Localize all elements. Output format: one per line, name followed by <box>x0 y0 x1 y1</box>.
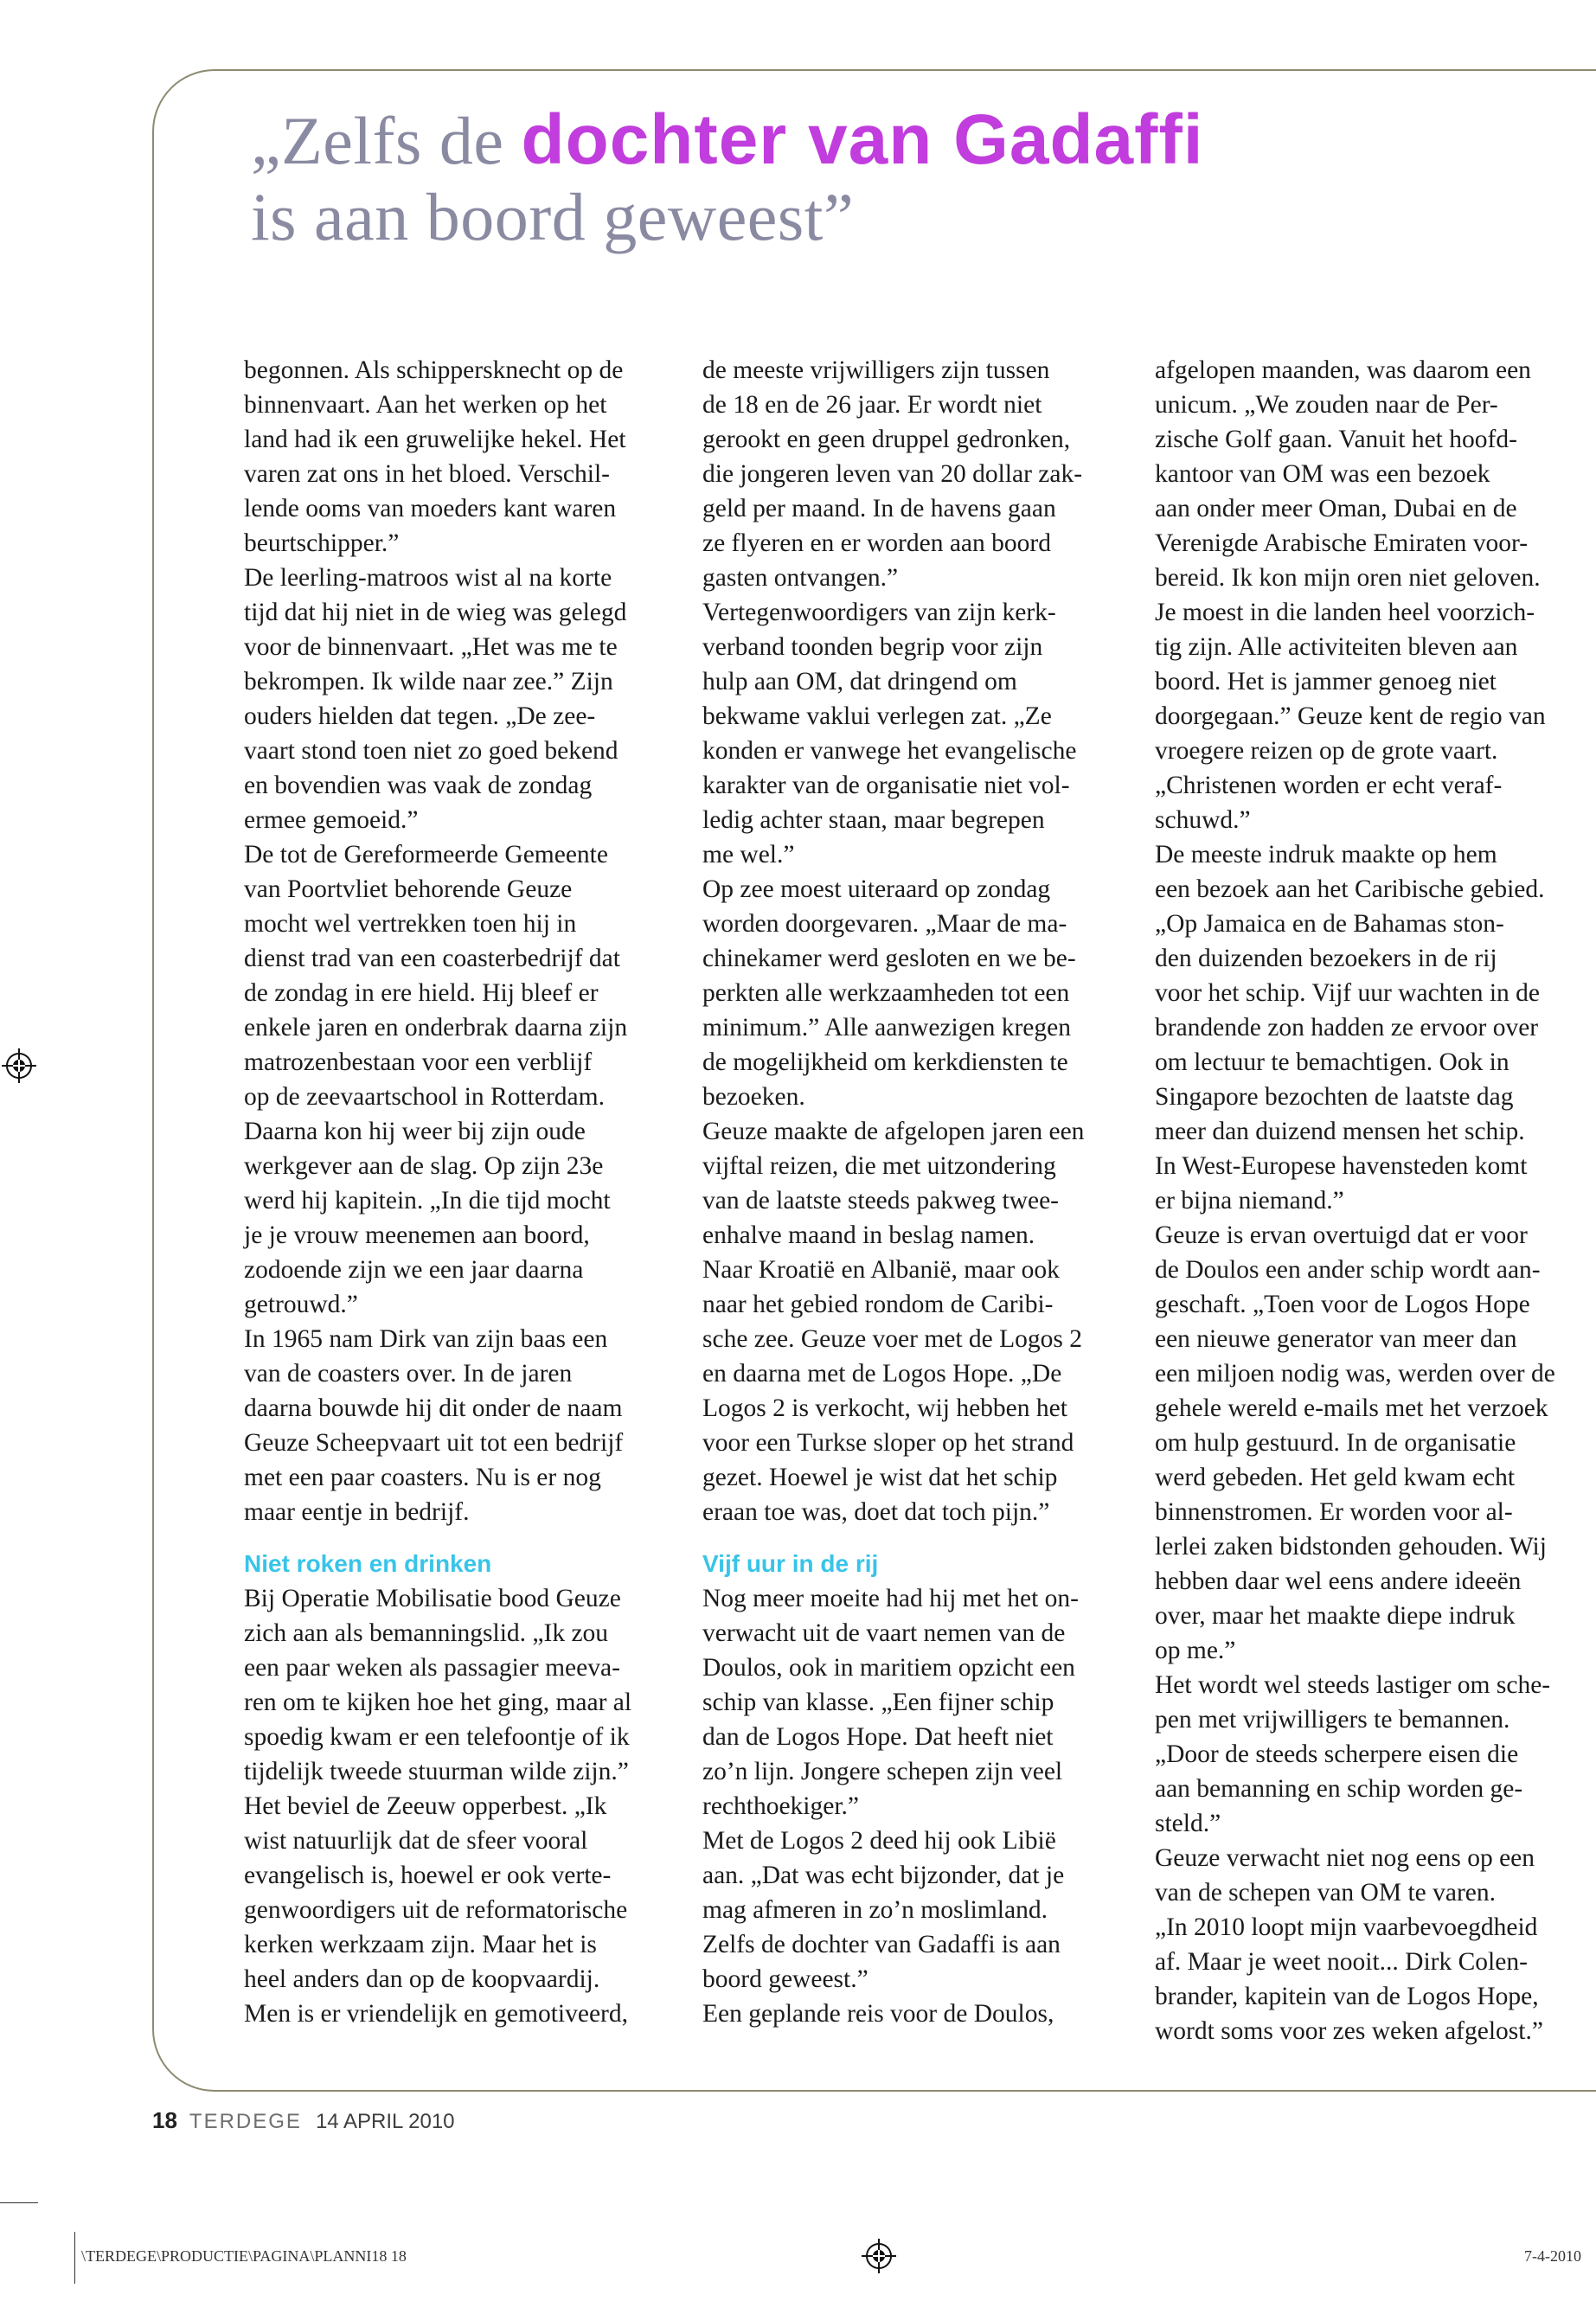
body-text-line: enhalve maand in beslag namen. <box>702 1221 1035 1249</box>
body-text-line: chinekamer werd gesloten en we be- <box>702 945 1076 972</box>
body-text-line: ledig achter staan, maar begrepen <box>702 806 1045 834</box>
body-text-line: genwoordigers uit de reformatorische <box>244 1896 628 1924</box>
body-text-line: een paar weken als passagier meeva- <box>244 1654 620 1682</box>
body-text-line: maar eentje in bedrijf. <box>244 1498 470 1526</box>
body-text-line: Met de Logos 2 deed hij ook Libië <box>702 1827 1056 1855</box>
page-footer <box>152 2107 455 2134</box>
article-column-2 <box>702 353 1135 2031</box>
body-text-line: werd gebeden. Het geld kwam echt <box>1155 1464 1516 1491</box>
body-text-line: Het beviel de Zeeuw opperbest. „Ik <box>244 1792 607 1820</box>
body-text-line: gasten ontvangen.” <box>702 564 899 592</box>
page-number: 18 <box>152 2107 177 2133</box>
headline <box>251 102 1548 255</box>
body-text-line: „Christenen worden er echt veraf- <box>1155 772 1503 799</box>
body-text-line: matrozenbestaan voor een verblijf <box>244 1048 593 1076</box>
body-text-line: dienst trad van een coasterbedrijf dat <box>244 945 620 972</box>
body-text-line: Zelfs de dochter van Gadaffi is aan <box>702 1931 1061 1958</box>
section-heading: Niet roken en drinken <box>244 1550 492 1577</box>
body-text-line: geschaft. „Toen voor de Logos Hope <box>1155 1291 1530 1318</box>
body-text-line: Een geplande reis voor de Doulos, <box>702 2000 1054 2028</box>
body-text-line: en daarna met de Logos Hope. „De <box>702 1360 1062 1388</box>
body-text-line: aan bemanning en schip worden ge- <box>1155 1775 1523 1803</box>
body-text-line: de meeste vrijwilligers zijn tussen <box>702 356 1050 384</box>
body-text-line: schuwd.” <box>1155 806 1251 834</box>
body-text-line: zodoende zijn we een jaar daarna <box>244 1256 584 1284</box>
body-text-line: doorgegaan.” Geuze kent de regio van <box>1155 702 1546 730</box>
body-text-line: Daarna kon hij weer bij zijn oude <box>244 1118 586 1145</box>
body-text-line: afgelopen maanden, was daarom een <box>1155 356 1531 384</box>
body-text-line: gerookt en geen druppel gedronken, <box>702 426 1071 453</box>
body-text-line: Men is er vriendelijk en gemotiveerd, <box>244 2000 628 2028</box>
body-text-line: de 18 en de 26 jaar. Er wordt niet <box>702 391 1042 419</box>
body-text-line: van de coasters over. In de jaren <box>244 1360 573 1388</box>
body-text-line: bezoeken. <box>702 1083 805 1111</box>
body-text-line: je je vrouw meenemen aan boord, <box>244 1221 590 1249</box>
body-text-line: Naar Kroatië en Albanië, maar ook <box>702 1256 1060 1284</box>
body-text-line: binnenstromen. Er worden voor al- <box>1155 1498 1513 1526</box>
crop-mark <box>0 2202 38 2203</box>
headline-emphasis: dochter van Gadaffi <box>521 100 1204 179</box>
body-text-line: beurtschipper.” <box>244 529 400 557</box>
body-text-line: zich aan als bemanningslid. „Ik zou <box>244 1619 609 1647</box>
section-spacer <box>702 1529 1135 1547</box>
body-text-line: Verenigde Arabische Emiraten voor- <box>1155 529 1529 557</box>
body-text-line: Logos 2 is verkocht, wij hebben het <box>702 1394 1067 1422</box>
headline-line-1 <box>251 102 1548 179</box>
body-text-line: sche zee. Geuze voer met de Logos 2 <box>702 1325 1083 1353</box>
body-text-line: bekwame vaklui verlegen zat. „Ze <box>702 702 1052 730</box>
body-text-line: begonnen. Als schippersknecht op de <box>244 356 624 384</box>
body-text-line: kerken werkzaam zijn. Maar het is <box>244 1931 597 1958</box>
registration-mark-icon <box>2 1048 36 1083</box>
body-text-line: konden er vanwege het evangelische <box>702 737 1077 765</box>
slug-date: 7-4-2010 <box>1524 2247 1581 2265</box>
body-text-line: De leerling-matroos wist al na korte <box>244 564 612 592</box>
body-text-line: eraan toe was, doet dat toch pijn.” <box>702 1498 1050 1526</box>
body-text-line: binnenvaart. Aan het werken op het <box>244 391 607 419</box>
crop-mark <box>74 2232 75 2284</box>
article-column-1 <box>244 353 685 2031</box>
body-text-line: de mogelijkheid om kerkdiensten te <box>702 1048 1068 1076</box>
magazine-name: TERDEGE <box>189 2110 302 2133</box>
body-text-line: wist natuurlijk dat de sfeer vooral <box>244 1827 588 1855</box>
body-text-line: land had ik een gruwelijke hekel. Het <box>244 426 626 453</box>
body-text-line: met een paar coasters. Nu is er nog <box>244 1464 601 1491</box>
body-text-line: Vertegenwoordigers van zijn kerk- <box>702 599 1056 626</box>
body-text-line: unicum. „We zouden naar de Per- <box>1155 391 1498 419</box>
body-text-line: ze flyeren en er worden aan boord <box>702 529 1051 557</box>
body-text-line: om hulp gestuurd. In de organisatie <box>1155 1429 1516 1457</box>
body-text-line: af. Maar je weet nooit... Dirk Colen- <box>1155 1948 1528 1976</box>
body-text-line: bekrompen. Ik wilde naar zee.” Zijn <box>244 668 613 695</box>
body-text-line: van de schepen van OM te varen. <box>1155 1879 1497 1907</box>
body-text-line: vroegere reizen op de grote vaart. <box>1155 737 1498 765</box>
body-text-line: vaart stond toen niet zo goed bekend <box>244 737 619 765</box>
body-text-line: een bezoek aan het Caribische gebied. <box>1155 875 1545 903</box>
body-text-line: Op zee moest uiteraard op zondag <box>702 875 1051 903</box>
body-text-line: hebben daar wel eens andere ideeën <box>1155 1567 1522 1595</box>
body-text-line: De meeste indruk maakte op hem <box>1155 841 1497 868</box>
body-text-line: karakter van de organisatie niet vol- <box>702 772 1070 799</box>
body-text-line: evangelisch is, hoewel er ook verte- <box>244 1862 612 1889</box>
body-text-line: schip van klasse. „Een fijner schip <box>702 1689 1054 1716</box>
body-text-line: dan de Logos Hope. Dat heeft niet <box>702 1723 1054 1751</box>
section-spacer <box>244 1529 685 1547</box>
body-text-line: ermee gemoeid.” <box>244 806 419 834</box>
body-text-line: een miljoen nodig was, werden over de <box>1155 1360 1555 1388</box>
body-text-line: ren om te kijken hoe het ging, maar al <box>244 1689 632 1716</box>
body-text-line: op de zeevaartschool in Rotterdam. <box>244 1083 605 1111</box>
body-text-line: gehele wereld e-mails met het verzoek <box>1155 1394 1548 1422</box>
body-text-line: Nog meer moeite had hij met het on- <box>702 1585 1079 1612</box>
body-text-line: lerlei zaken bidstonden gehouden. Wij <box>1155 1533 1547 1561</box>
body-text-line: van Poortvliet behorende Geuze <box>244 875 573 903</box>
body-text-line: „In 2010 loopt mijn vaarbevoegdheid <box>1155 1913 1538 1941</box>
body-text-line: wordt soms voor zes weken afgelost.” <box>1155 2017 1543 2045</box>
body-text-line: werkgever aan de slag. Op zijn 23e <box>244 1152 604 1180</box>
issue-date: 14 APRIL 2010 <box>315 2110 455 2133</box>
body-text-line: geld per maand. In de havens gaan <box>702 495 1056 522</box>
body-text-line: rechthoekiger.” <box>702 1792 860 1820</box>
body-text-line: verband toonden begrip voor zijn <box>702 633 1043 661</box>
headline-line-2: is aan boord geweest” <box>251 179 855 254</box>
body-text-line: Het wordt wel steeds lastiger om sche- <box>1155 1671 1551 1699</box>
body-text-line: mocht wel vertrekken toen hij in <box>244 910 577 938</box>
body-text-line: ouders hielden dat tegen. „De zee- <box>244 702 596 730</box>
body-text-line: voor het schip. Vijf uur wachten in de <box>1155 979 1540 1007</box>
body-text-line: vijftal reizen, die met uitzondering <box>702 1152 1056 1180</box>
body-text-line: me wel.” <box>702 841 795 868</box>
body-text-line: pen met vrijwilligers te bemannen. <box>1155 1706 1510 1734</box>
body-text-line: Je moest in die landen heel voorzich- <box>1155 599 1535 626</box>
body-text-line: verwacht uit de vaart nemen van de <box>702 1619 1066 1647</box>
body-text-line: In 1965 nam Dirk van zijn baas een <box>244 1325 608 1353</box>
body-text-line: er bijna niemand.” <box>1155 1187 1344 1215</box>
body-text-line: steld.” <box>1155 1810 1221 1837</box>
body-text-line: Geuze is ervan overtuigd dat er voor <box>1155 1221 1528 1249</box>
body-text-line: spoedig kwam er een telefoontje of ik <box>244 1723 630 1751</box>
body-text-line: Singapore bezochten de laatste dag <box>1155 1083 1514 1111</box>
body-text-line: Bij Operatie Mobilisatie bood Geuze <box>244 1585 621 1612</box>
body-text-line: die jongeren leven van 20 dollar zak- <box>702 460 1083 488</box>
body-text-line: „Door de steeds scherpere eisen die <box>1155 1740 1519 1768</box>
section-heading: Vijf uur in de rij <box>702 1550 879 1577</box>
body-text-line: bereid. Ik kon mijn oren niet geloven. <box>1155 564 1541 592</box>
body-text-line: Geuze verwacht niet nog eens op een <box>1155 1844 1535 1872</box>
body-text-line: aan. „Dat was echt bijzonder, dat je <box>702 1862 1065 1889</box>
body-text-line: enkele jaren en onderbrak daarna zijn <box>244 1014 628 1042</box>
body-text-line: om lectuur te bemachtigen. Ook in <box>1155 1048 1509 1076</box>
registration-mark-icon <box>862 2239 896 2273</box>
body-text-line: tig zijn. Alle activiteiten bleven aan <box>1155 633 1518 661</box>
body-text-line: mag afmeren in zo’n moslimland. <box>702 1896 1048 1924</box>
body-text-line: getrouwd.” <box>244 1291 358 1318</box>
body-text-line: de Doulos een ander schip wordt aan- <box>1155 1256 1541 1284</box>
body-text-line: brandende zon hadden ze ervoor over <box>1155 1014 1539 1042</box>
body-text-line: perkten alle werkzaamheden tot een <box>702 979 1070 1007</box>
body-text-line: lende ooms van moeders kant waren <box>244 495 617 522</box>
slug-path: \TERDEGE\PRODUCTIE\PAGINA\PLANNI18 18 <box>81 2247 407 2265</box>
body-text-line: heel anders dan op de koopvaardij. <box>244 1965 600 1993</box>
body-text-line: In West-Europese havensteden komt <box>1155 1152 1528 1180</box>
body-text-line: meer dan duizend mensen het schip. <box>1155 1118 1525 1145</box>
body-text-line: Geuze Scheepvaart uit tot een bedrijf <box>244 1429 624 1457</box>
body-text-line: „Op Jamaica en de Bahamas ston- <box>1155 910 1504 938</box>
body-text-line: op me.” <box>1155 1637 1236 1664</box>
body-text-line: een nieuwe generator van meer dan <box>1155 1325 1517 1353</box>
body-text-line: minimum.” Alle aanwezigen kregen <box>702 1014 1071 1042</box>
body-text-line: tijd dat hij niet in de wieg was gelegd <box>244 599 627 626</box>
body-text-line: boord. Het is jammer genoeg niet <box>1155 668 1497 695</box>
body-text-line: over, maar het maakte diepe indruk <box>1155 1602 1516 1630</box>
body-text-line: werd hij kapitein. „In die tijd mocht <box>244 1187 611 1215</box>
body-text-line: varen zat ons in het bloed. Verschil- <box>244 460 610 488</box>
body-text-line: en bovendien was vaak de zondag <box>244 772 593 799</box>
body-text-line: tijdelijk tweede stuurman wilde zijn.” <box>244 1758 629 1785</box>
body-text-line: De tot de Gereformeerde Gemeente <box>244 841 608 868</box>
body-text-line: gezet. Hoewel je wist dat het schip <box>702 1464 1058 1491</box>
body-text-line: brander, kapitein van de Logos Hope, <box>1155 1983 1539 2010</box>
body-text-line: zo’n lijn. Jongere schepen zijn veel <box>702 1758 1063 1785</box>
body-text-line: kantoor van OM was een bezoek <box>1155 460 1490 488</box>
body-text-line: hulp aan OM, dat dringend om <box>702 668 1017 695</box>
body-text-line: den duizenden bezoekers in de rij <box>1155 945 1497 972</box>
body-text-line: worden doorgevaren. „Maar de ma- <box>702 910 1067 938</box>
body-text-line: de zondag in ere hield. Hij bleef er <box>244 979 599 1007</box>
headline-lead: „Zelfs de <box>251 103 522 178</box>
body-text-line: aan onder meer Oman, Dubai en de <box>1155 495 1517 522</box>
body-text-line: naar het gebied rondom de Caribi- <box>702 1291 1054 1318</box>
article-column-3 <box>1155 353 1596 2048</box>
body-text-line: voor een Turkse sloper op het strand <box>702 1429 1074 1457</box>
body-text-line: daarna bouwde hij dit onder de naam <box>244 1394 623 1422</box>
body-text-line: boord geweest.” <box>702 1965 869 1993</box>
body-text-line: Geuze maakte de afgelopen jaren een <box>702 1118 1085 1145</box>
body-text-line: van de laatste steeds pakweg twee- <box>702 1187 1060 1215</box>
body-text-line: Doulos, ook in maritiem opzicht een <box>702 1654 1075 1682</box>
body-text-line: zische Golf gaan. Vanuit het hoofd- <box>1155 426 1517 453</box>
body-text-line: voor de binnenvaart. „Het was me te <box>244 633 618 661</box>
